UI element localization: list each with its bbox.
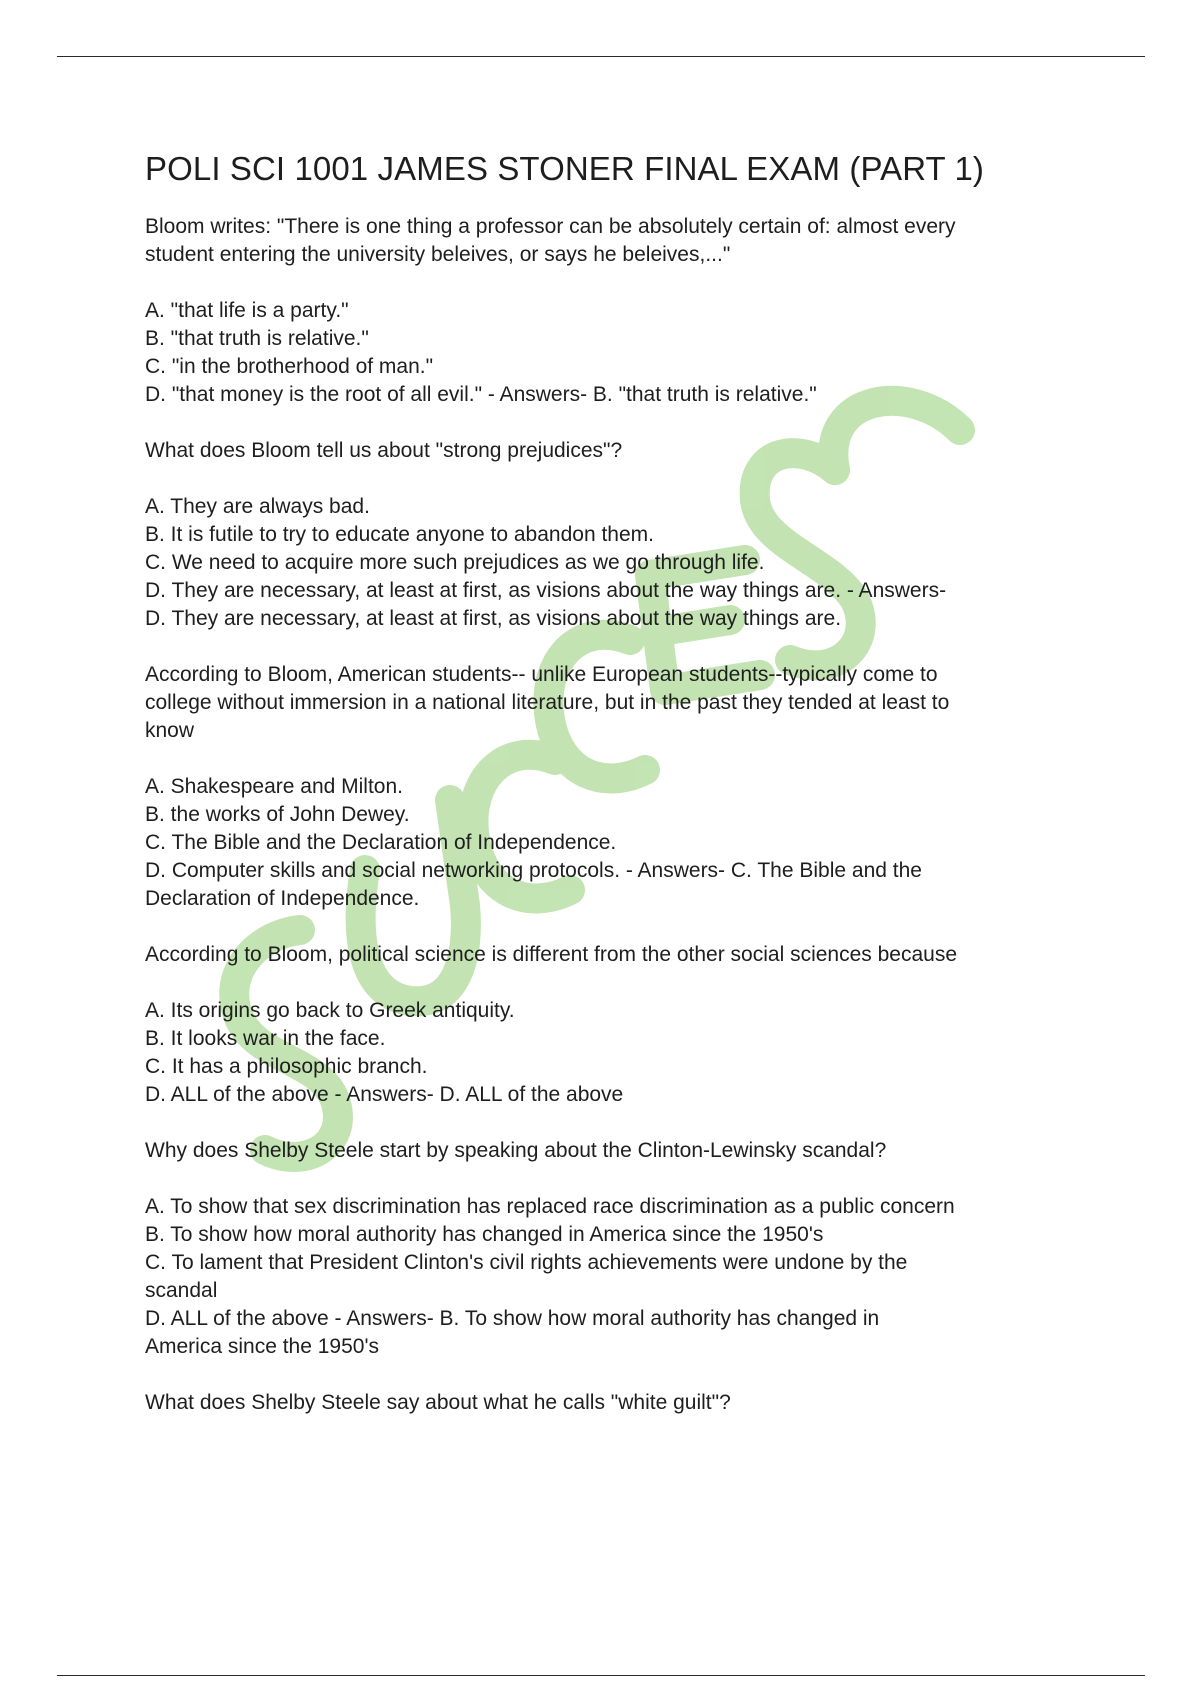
text-line: D. They are necessary, at least at first, as visions about the way things are. - Answers- bbox=[145, 579, 947, 602]
text-line: D. ALL of the above - Answers- D. ALL of the above bbox=[145, 1083, 624, 1106]
text-line: B. It is futile to try to educate anyone to abandon them. bbox=[145, 523, 654, 546]
text-line: C. We need to acquire more such prejudices as we go through life. bbox=[145, 551, 765, 574]
top-rule bbox=[57, 56, 1145, 57]
text-block bbox=[145, 1193, 1090, 1361]
text-line: What does Shelby Steele say about what he calls "white guilt"? bbox=[145, 1391, 731, 1414]
text-line: America since the 1950's bbox=[145, 1335, 379, 1358]
question-list bbox=[145, 213, 1090, 1417]
text-line: C. "in the brotherhood of man." bbox=[145, 355, 434, 378]
text-line: A. "that life is a party." bbox=[145, 299, 349, 322]
text-line: know bbox=[145, 719, 195, 742]
page-title: POLI SCI 1001 JAMES STONER FINAL EXAM (PART 1) bbox=[145, 150, 985, 187]
paragraph-gap bbox=[145, 913, 1090, 941]
text-line: C. It has a philosophic branch. bbox=[145, 1055, 428, 1078]
text-line: college without immersion in a national literature, but in the past they tended at least to bbox=[145, 691, 950, 714]
text-line: A. Shakespeare and Milton. bbox=[145, 775, 403, 798]
text-line: D. They are necessary, at least at first, as visions about the way things are. bbox=[145, 607, 842, 630]
bottom-rule bbox=[57, 1675, 1145, 1676]
text-line: C. To lament that President Clinton's civil rights achievements were undone by the bbox=[145, 1251, 908, 1274]
paragraph-gap bbox=[145, 1109, 1090, 1137]
text-line: Why does Shelby Steele start by speaking about the Clinton-Lewinsky scandal? bbox=[145, 1139, 887, 1162]
text-block bbox=[145, 493, 1090, 633]
paragraph-gap bbox=[145, 1165, 1090, 1193]
text-line: student entering the university beleives, or says he beleives,..." bbox=[145, 243, 731, 266]
text-line: B. It looks war in the face. bbox=[145, 1027, 386, 1050]
document-body bbox=[145, 138, 1090, 1417]
text-line: B. the works of John Dewey. bbox=[145, 803, 410, 826]
text-line: According to Bloom, American students-- unlike European students--typically come to bbox=[145, 663, 938, 686]
text-block bbox=[145, 941, 1090, 969]
text-block bbox=[145, 1137, 1090, 1165]
text-line: What does Bloom tell us about "strong prejudices"? bbox=[145, 439, 623, 462]
paragraph-gap bbox=[145, 465, 1090, 493]
paragraph-gap bbox=[145, 969, 1090, 997]
paragraph-gap bbox=[145, 269, 1090, 297]
text-line: B. "that truth is relative." bbox=[145, 327, 369, 350]
text-block bbox=[145, 213, 1090, 269]
text-line: D. "that money is the root of all evil." - Answers- B. "that truth is relative." bbox=[145, 383, 817, 406]
text-line: scandal bbox=[145, 1279, 218, 1302]
text-line: A. To show that sex discrimination has replaced race discrimination as a public concern bbox=[145, 1195, 955, 1218]
text-line: B. To show how moral authority has changed in America since the 1950's bbox=[145, 1223, 824, 1246]
paragraph-gap bbox=[145, 745, 1090, 773]
paragraph-gap bbox=[145, 409, 1090, 437]
text-line: D. Computer skills and social networking protocols. - Answers- C. The Bible and the bbox=[145, 859, 922, 882]
paragraph-gap bbox=[145, 1361, 1090, 1389]
text-block bbox=[145, 437, 1090, 465]
text-block bbox=[145, 997, 1090, 1109]
text-block bbox=[145, 297, 1090, 409]
text-line: A. Its origins go back to Greek antiquity. bbox=[145, 999, 515, 1022]
text-line: According to Bloom, political science is different from the other social sciences because bbox=[145, 943, 958, 966]
text-block bbox=[145, 661, 1090, 745]
text-block bbox=[145, 773, 1090, 913]
paragraph-gap bbox=[145, 633, 1090, 661]
text-line: Declaration of Independence. bbox=[145, 887, 420, 910]
text-line: A. They are always bad. bbox=[145, 495, 370, 518]
text-block bbox=[145, 1389, 1090, 1417]
text-line: D. ALL of the above - Answers- B. To show how moral authority has changed in bbox=[145, 1307, 880, 1330]
text-line: Bloom writes: "There is one thing a professor can be absolutely certain of: almost every bbox=[145, 215, 956, 238]
text-line: C. The Bible and the Declaration of Independence. bbox=[145, 831, 617, 854]
